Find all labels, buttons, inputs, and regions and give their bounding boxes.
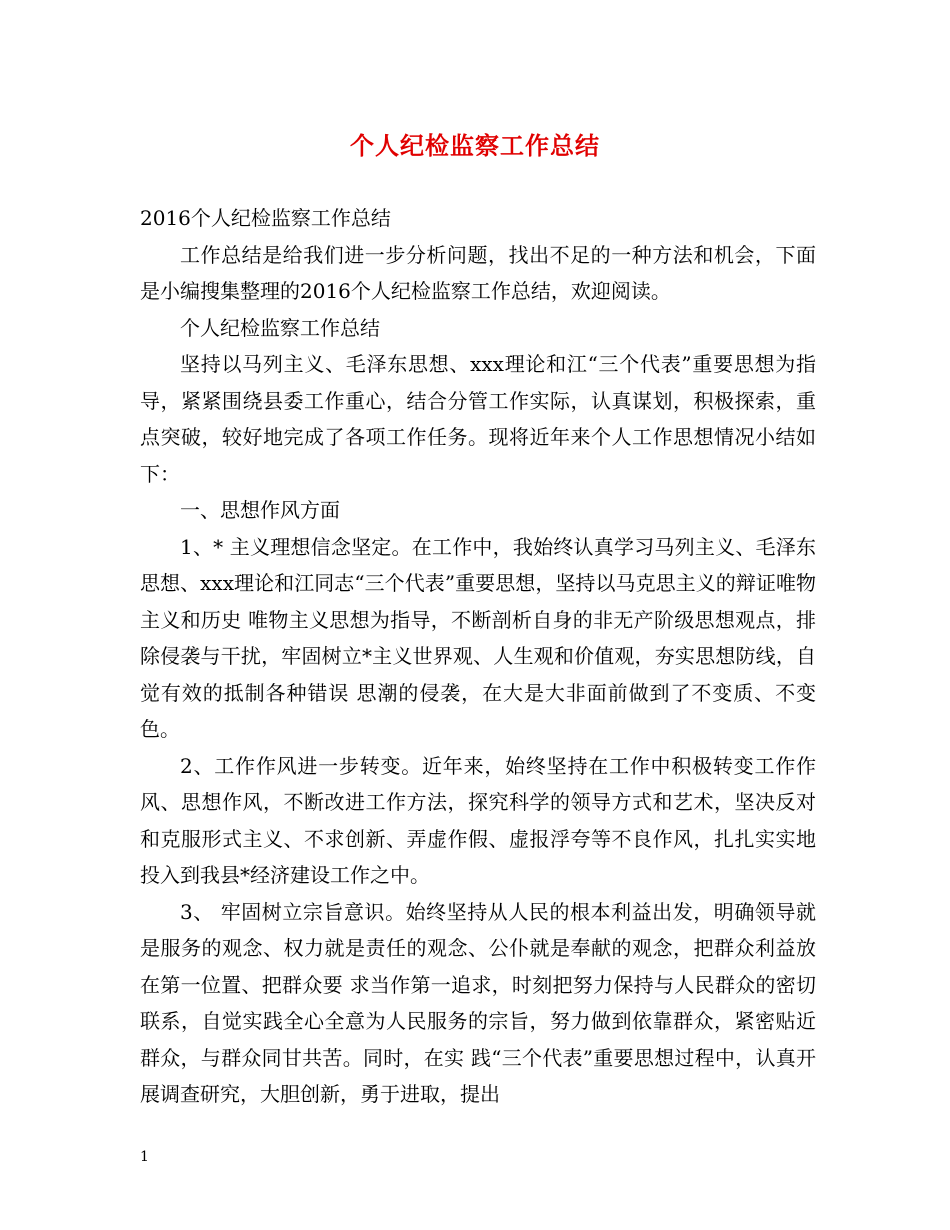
body-paragraph: 2、工作作风进一步转变。近年来，始终坚持在工作中积极转变工作作风、思想作风，不断改进工作方法，探究科学的领导方式和艺术，坚决反对和克服形式主义、不求创新、弄虚作假、虚报浮夸等不良作风，扎扎实实地投入到我县*经济建设工作之中。 (140, 753, 816, 887)
document-title: 个人纪检监察工作总结 (350, 131, 600, 160)
section-heading: 一、思想作风方面 (180, 498, 340, 522)
body-paragraph: 坚持以马列主义、毛泽东思想、xxx理论和江“三个代表”重要思想为指导，紧紧围绕县委工作重心，结合分管工作实际，认真谋划，积极探索，重点突破，较好地完成了各项工作任务。现将近年来个人工作思想情况小结如下： (140, 352, 816, 486)
document-body (140, 200, 816, 1113)
body-paragraph-intro: 工作总结是给我们进一步分析问题，找出不足的一种方法和机会，下面是小编搜集整理的2016个人纪检监察工作总结，欢迎阅读。 (140, 242, 816, 303)
body-paragraph-subtitle: 2016个人纪检监察工作总结 (140, 206, 391, 230)
body-paragraph: 1、* 主义理想信念坚定。在工作中，我始终认真学习马列主义、毛泽东思想、xxx理论和江同志“三个代表”重要思想，坚持以马克思主义的辩证唯物主义和历史 唯物主义思想为指导，不断剖析自身的非无产阶级思想观点，排除侵袭与干扰，牢固树立*主义世界观、人生观和价值观，夯实思想防线，自觉有效的抵制各种错误 思潮的侵袭，在大是大非面前做到了不变质、不变色。 (140, 534, 816, 741)
page-number: 1 (140, 1149, 149, 1165)
body-paragraph-heading: 个人纪检监察工作总结 (180, 315, 380, 340)
body-paragraph: 3、 牢固树立宗旨意识。始终坚持从人民的根本利益出发，明确领导就是服务的观念、权力就是责任的观念、公仆就是奉献的观念，把群众利益放在第一位置、把群众要 求当作第一追求，时刻把努力保持与人民群众的密切联系，自觉实践全心全意为人民服务的宗旨，努力做到依靠群众，紧密贴近群众，与群众同甘共苦。同时，在实 践“三个代表”重要思想过程中，认真开展调查研究，大胆创新，勇于进取，提出 (140, 899, 816, 1106)
